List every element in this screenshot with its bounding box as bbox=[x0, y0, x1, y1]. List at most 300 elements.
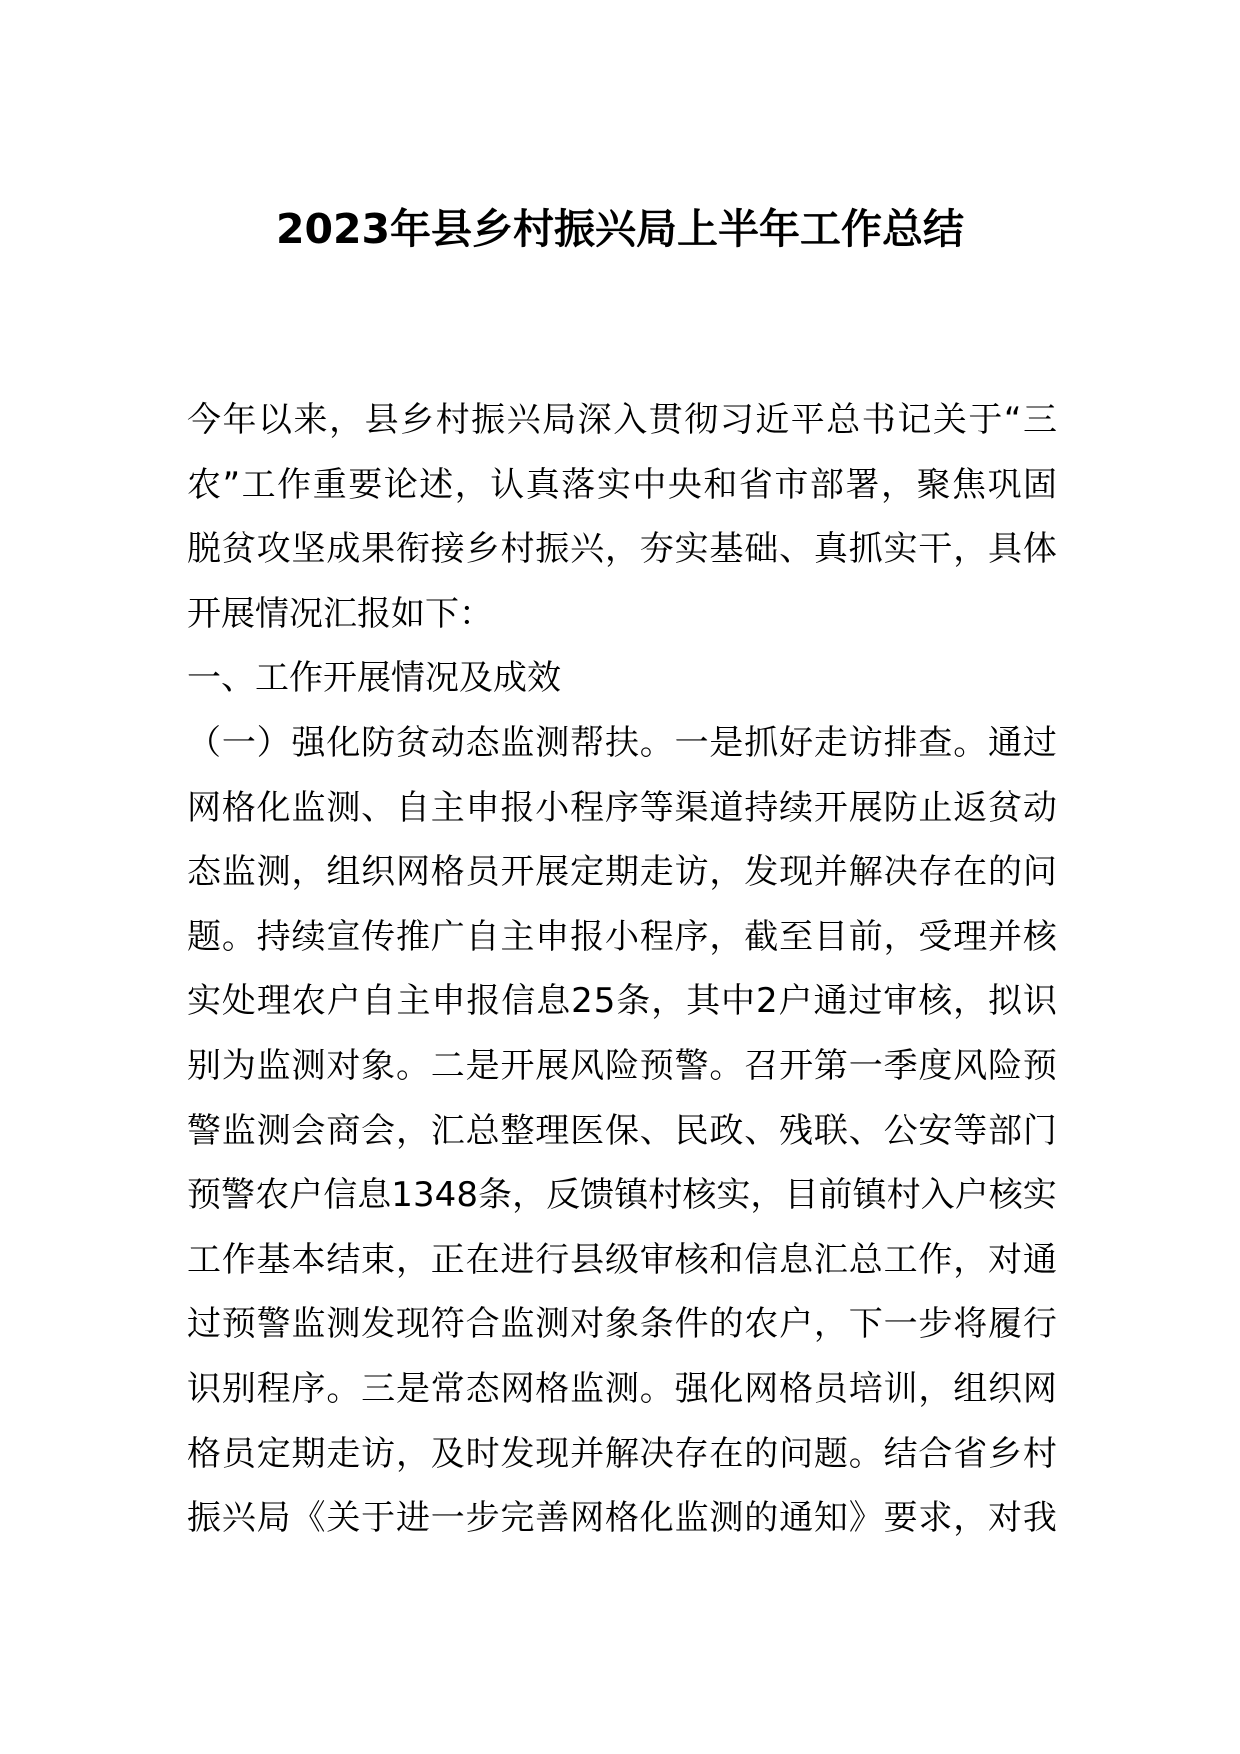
body-char: 贫 bbox=[221, 529, 256, 570]
body-char: 步 bbox=[918, 1304, 953, 1345]
body-char: 好 bbox=[779, 722, 814, 763]
body-char: 行 bbox=[1022, 1304, 1057, 1345]
body-char: 访 bbox=[848, 722, 883, 763]
body-char: 核 bbox=[1022, 916, 1057, 957]
body-char: 问 bbox=[1022, 852, 1057, 893]
body-char: 8 bbox=[456, 1175, 478, 1216]
body-char: 织 bbox=[988, 1368, 1023, 1409]
body-char: 。 bbox=[639, 722, 674, 763]
body-char: 求 bbox=[918, 1498, 953, 1539]
body-char: 理 bbox=[535, 1110, 570, 1151]
body-char: 村 bbox=[648, 1175, 683, 1216]
body-char: 解 bbox=[604, 1433, 639, 1474]
body-char: 走 bbox=[326, 1433, 361, 1474]
body-char: 真 bbox=[525, 464, 560, 505]
body-char: 通 bbox=[813, 981, 848, 1022]
body-char: 发 bbox=[744, 852, 779, 893]
body-char: 预 bbox=[639, 1045, 674, 1086]
body-char: 户 bbox=[779, 1304, 814, 1345]
body-char: 信 bbox=[744, 1239, 779, 1280]
body-char: 彻 bbox=[684, 400, 719, 440]
body-char: 员 bbox=[465, 852, 500, 893]
body-char: 总 bbox=[848, 1239, 883, 1280]
body-char: ， bbox=[709, 852, 744, 893]
body-char: 具 bbox=[988, 529, 1023, 570]
body-char: 并 bbox=[813, 852, 848, 893]
body-char: 中 bbox=[721, 981, 756, 1022]
body-char: 主 bbox=[430, 787, 465, 828]
body-char: 格 bbox=[187, 1433, 221, 1474]
body-char: 保 bbox=[604, 1110, 639, 1151]
body-char: 央 bbox=[667, 464, 702, 505]
body-char: 网 bbox=[1022, 1368, 1057, 1409]
body-char: 传 bbox=[361, 916, 396, 957]
body-char: 访 bbox=[361, 1433, 396, 1474]
body-char: 等 bbox=[953, 1110, 988, 1151]
body-char: 一 bbox=[883, 1304, 918, 1345]
body-char: 近 bbox=[755, 400, 790, 440]
body-char: 防 bbox=[361, 722, 396, 763]
body-char: 条 bbox=[478, 1175, 513, 1216]
body-char: 申 bbox=[431, 981, 466, 1022]
body-char: 监 bbox=[674, 1498, 709, 1539]
body-char: 组 bbox=[326, 852, 361, 893]
body-char: 村 bbox=[500, 529, 535, 570]
body-char: 季 bbox=[883, 1045, 918, 1086]
body-char: 序 bbox=[604, 787, 639, 828]
body-char: 员 bbox=[221, 1433, 256, 1474]
body-char: 善 bbox=[535, 1498, 570, 1539]
body-char: 监 bbox=[221, 1110, 256, 1151]
body-char: 核 bbox=[674, 1239, 709, 1280]
body-char: 监 bbox=[500, 722, 535, 763]
body-char: 处 bbox=[221, 981, 256, 1022]
body-line bbox=[187, 1034, 1057, 1099]
body-char: 时 bbox=[465, 1433, 500, 1474]
body-char: 抓 bbox=[848, 529, 883, 570]
body-char: 抓 bbox=[744, 722, 779, 763]
body-char: 识 bbox=[1022, 981, 1057, 1022]
body-char: 查 bbox=[918, 722, 953, 763]
body-char: 《 bbox=[291, 1498, 326, 1539]
body-char: 贫 bbox=[988, 787, 1023, 828]
body-char: 兴 bbox=[506, 400, 541, 440]
body-char: 的 bbox=[709, 1304, 744, 1345]
body-char: 习 bbox=[719, 400, 754, 440]
body-char: 题 bbox=[187, 916, 221, 957]
body-char: 风 bbox=[570, 1045, 605, 1086]
body-char: 总 bbox=[826, 400, 861, 440]
body-char: 宣 bbox=[326, 916, 361, 957]
body-char: 市 bbox=[774, 464, 809, 505]
body-char: 平 bbox=[790, 400, 825, 440]
body-char: 问 bbox=[779, 1433, 814, 1474]
body-char: 会 bbox=[361, 1110, 396, 1151]
body-char: 前 bbox=[818, 1175, 853, 1216]
body-char: 和 bbox=[709, 1239, 744, 1280]
body-char: 作 bbox=[918, 1239, 953, 1280]
body-char: 条 bbox=[639, 1304, 674, 1345]
body-char: 等 bbox=[639, 787, 674, 828]
body-char: 2 bbox=[571, 981, 593, 1022]
body-char: 合 bbox=[465, 1304, 500, 1345]
body-char: 会 bbox=[291, 1110, 326, 1151]
body-char: “ bbox=[1003, 400, 1022, 440]
body-char: 化 bbox=[326, 722, 361, 763]
body-char: 对 bbox=[570, 1304, 605, 1345]
body-char: 通 bbox=[1022, 1239, 1057, 1280]
body-char: ， bbox=[953, 529, 988, 570]
body-char: 。 bbox=[326, 1368, 361, 1409]
body-char: 联 bbox=[813, 1110, 848, 1151]
body-char: 三 bbox=[361, 1368, 396, 1409]
body-char: 省 bbox=[953, 1433, 988, 1474]
body-char: 展 bbox=[535, 1045, 570, 1086]
body-char: 3 bbox=[412, 1175, 435, 1216]
body-char: 入 bbox=[920, 1175, 955, 1216]
body-char: 农 bbox=[187, 464, 221, 505]
body-char: 于 bbox=[968, 400, 1003, 440]
body-char: 知 bbox=[813, 1498, 848, 1539]
body-char: 开 bbox=[500, 852, 535, 893]
body-char: 要 bbox=[883, 1498, 918, 1539]
body-char: 。 bbox=[221, 916, 256, 957]
body-char: 政 bbox=[709, 1110, 744, 1151]
body-char: 残 bbox=[779, 1110, 814, 1151]
body-char: 过 bbox=[187, 1304, 221, 1345]
body-char: 化 bbox=[709, 1368, 744, 1409]
body-char: 实 bbox=[716, 1175, 751, 1216]
body-char: 对 bbox=[326, 1045, 361, 1086]
body-char: 我 bbox=[1022, 1498, 1057, 1539]
body-char: 将 bbox=[953, 1304, 988, 1345]
body-char: 化 bbox=[256, 787, 291, 828]
body-char: 扶 bbox=[604, 722, 639, 763]
body-char: 组 bbox=[953, 1368, 988, 1409]
body-char: 在 bbox=[465, 1239, 500, 1280]
body-char: 兴 bbox=[221, 1498, 256, 1539]
body-char: 脱 bbox=[187, 529, 221, 570]
body-char: 在 bbox=[953, 852, 988, 893]
body-char: 符 bbox=[430, 1304, 465, 1345]
body-char: 广 bbox=[430, 916, 465, 957]
body-char: 工 bbox=[187, 1239, 221, 1280]
body-char: 署 bbox=[845, 464, 880, 505]
body-char: 干 bbox=[918, 529, 953, 570]
body-char: 落 bbox=[561, 464, 596, 505]
body-char: 及 bbox=[430, 1433, 465, 1474]
body-char: 核 bbox=[988, 1175, 1023, 1216]
body-char: 测 bbox=[256, 852, 291, 893]
body-char: 召 bbox=[744, 1045, 779, 1086]
body-char: 现 bbox=[535, 1433, 570, 1474]
document-body bbox=[187, 388, 1057, 1551]
body-char: 4 bbox=[434, 1175, 457, 1216]
body-char: 实 bbox=[883, 529, 918, 570]
body-char: 振 bbox=[187, 1498, 221, 1539]
body-char: 接 bbox=[430, 529, 465, 570]
body-char: 。 bbox=[848, 1433, 883, 1474]
body-char: 农 bbox=[744, 1304, 779, 1345]
body-char: 馈 bbox=[580, 1175, 615, 1216]
body-char: 乡 bbox=[988, 1433, 1023, 1474]
body-char: 险 bbox=[988, 1045, 1023, 1086]
body-char: 警 bbox=[187, 1110, 221, 1151]
body-char: 重 bbox=[312, 464, 347, 505]
body-char: 格 bbox=[535, 1368, 570, 1409]
body-char: 推 bbox=[395, 916, 430, 957]
body-char: 村 bbox=[1022, 1433, 1057, 1474]
body-char: 、 bbox=[639, 1110, 674, 1151]
body-line bbox=[187, 1099, 1057, 1164]
body-char: 报 bbox=[466, 981, 501, 1022]
body-char: 束 bbox=[361, 1239, 396, 1280]
body-char: 审 bbox=[639, 1239, 674, 1280]
body-char: 户 bbox=[778, 981, 813, 1022]
body-char: ， bbox=[953, 1498, 988, 1539]
body-char: 础 bbox=[744, 529, 779, 570]
body-char: 信 bbox=[323, 1175, 358, 1216]
body-char: 警 bbox=[256, 1304, 291, 1345]
body-char: 期 bbox=[604, 852, 639, 893]
body-char: 发 bbox=[361, 1304, 396, 1345]
body-char: 成 bbox=[326, 529, 361, 570]
body-char: 深 bbox=[577, 400, 612, 440]
body-char: 、 bbox=[361, 787, 396, 828]
body-char: 基 bbox=[256, 1239, 291, 1280]
body-char: 道 bbox=[709, 787, 744, 828]
body-char: 小 bbox=[604, 916, 639, 957]
body-char: 是 bbox=[465, 1045, 500, 1086]
body-char: 监 bbox=[570, 1368, 605, 1409]
body-char: 别 bbox=[187, 1045, 221, 1086]
body-char: ， bbox=[918, 1368, 953, 1409]
body-char: 测 bbox=[604, 1368, 639, 1409]
body-line bbox=[187, 1228, 1057, 1293]
body-char: ， bbox=[395, 1239, 430, 1280]
body-char: 发 bbox=[500, 1433, 535, 1474]
body-line bbox=[187, 582, 1057, 647]
body-char: 振 bbox=[471, 400, 506, 440]
body-char: 攻 bbox=[256, 529, 291, 570]
body-char: 、 bbox=[744, 1110, 779, 1151]
body-char: 格 bbox=[604, 1498, 639, 1539]
body-char: 是 bbox=[395, 1368, 430, 1409]
body-char: 警 bbox=[221, 1175, 256, 1216]
body-line bbox=[187, 905, 1057, 970]
body-char: ， bbox=[395, 1110, 430, 1151]
body-char: 实 bbox=[187, 981, 221, 1022]
body-char: 进 bbox=[500, 1239, 535, 1280]
body-char: 现 bbox=[779, 852, 814, 893]
body-char: 乡 bbox=[465, 529, 500, 570]
body-char: 监 bbox=[291, 1304, 326, 1345]
body-char: 持 bbox=[744, 787, 779, 828]
body-char: 排 bbox=[883, 722, 918, 763]
body-char: 持 bbox=[256, 916, 291, 957]
body-char: 一 bbox=[221, 722, 256, 763]
body-char: 申 bbox=[535, 916, 570, 957]
body-char: 识 bbox=[187, 1368, 221, 1409]
body-char: 工 bbox=[241, 464, 276, 505]
body-char: 截 bbox=[744, 916, 779, 957]
body-char: 。 bbox=[395, 1045, 430, 1086]
body-char: 县 bbox=[364, 400, 399, 440]
body-line bbox=[187, 1163, 1057, 1228]
body-char: 夯 bbox=[639, 529, 674, 570]
body-char: 为 bbox=[221, 1045, 256, 1086]
body-char: 局 bbox=[256, 1498, 291, 1539]
body-char: 象 bbox=[604, 1304, 639, 1345]
body-char: 和 bbox=[703, 464, 738, 505]
body-char: 贯 bbox=[648, 400, 683, 440]
body-line bbox=[187, 453, 1057, 518]
body-char: 正 bbox=[430, 1239, 465, 1280]
body-char: 开 bbox=[500, 1045, 535, 1086]
body-char: 今 bbox=[187, 400, 221, 440]
body-char: 》 bbox=[848, 1498, 883, 1539]
body-char: 格 bbox=[221, 787, 256, 828]
body-char: 并 bbox=[988, 916, 1023, 957]
body-char: 自 bbox=[465, 916, 500, 957]
body-char: 入 bbox=[613, 400, 648, 440]
body-char: 自 bbox=[361, 981, 396, 1022]
body-char: 测 bbox=[326, 1304, 361, 1345]
body-char: 动 bbox=[1022, 787, 1057, 828]
body-line bbox=[187, 1357, 1057, 1422]
body-char: 行 bbox=[535, 1239, 570, 1280]
body-char: 。 bbox=[639, 1368, 674, 1409]
body-char: 2 bbox=[755, 981, 778, 1022]
body-char: 监 bbox=[291, 787, 326, 828]
body-char: 动 bbox=[430, 722, 465, 763]
body-char: 巩 bbox=[987, 464, 1022, 505]
body-char: 实 bbox=[596, 464, 631, 505]
body-char: 户 bbox=[289, 1175, 324, 1216]
body-char: 核 bbox=[918, 981, 953, 1022]
body-char: 书 bbox=[861, 400, 896, 440]
body-char: 衔 bbox=[395, 529, 430, 570]
body-char: 履 bbox=[988, 1304, 1023, 1345]
body-char: 帮 bbox=[570, 722, 605, 763]
body-char: 态 bbox=[465, 1368, 500, 1409]
body-char: 公 bbox=[883, 1110, 918, 1151]
body-char: 固 bbox=[1023, 464, 1057, 505]
body-line bbox=[187, 776, 1057, 841]
body-char: 。 bbox=[953, 722, 988, 763]
body-char: 止 bbox=[918, 787, 953, 828]
body-char: 户 bbox=[326, 981, 361, 1022]
body-char: 县 bbox=[570, 1239, 605, 1280]
body-char: 镇 bbox=[614, 1175, 649, 1216]
body-char: 返 bbox=[953, 787, 988, 828]
body-char: 测 bbox=[256, 1110, 291, 1151]
body-char: 走 bbox=[813, 722, 848, 763]
body-char: ， bbox=[651, 981, 686, 1022]
body-char: 决 bbox=[639, 1433, 674, 1474]
body-char: 结 bbox=[326, 1239, 361, 1280]
body-char: 存 bbox=[918, 852, 953, 893]
body-char: 兴 bbox=[570, 529, 605, 570]
body-line-text: 一、工作开展情况及成效 bbox=[187, 658, 561, 699]
body-char: 预 bbox=[221, 1304, 256, 1345]
body-line-text: 开展情况汇报如下： bbox=[187, 593, 493, 634]
body-char: 测 bbox=[291, 1045, 326, 1086]
body-char: 员 bbox=[813, 1368, 848, 1409]
body-char: 一 bbox=[674, 722, 709, 763]
body-char: 中 bbox=[632, 464, 667, 505]
body-char: 网 bbox=[395, 852, 430, 893]
body-char: ， bbox=[953, 981, 988, 1022]
body-char: 息 bbox=[536, 981, 571, 1022]
body-char: 作 bbox=[277, 464, 312, 505]
body-line bbox=[187, 388, 1057, 453]
body-char: ， bbox=[454, 464, 489, 505]
body-char: 、 bbox=[848, 1110, 883, 1151]
body-char: 其 bbox=[686, 981, 721, 1022]
body-char: 前 bbox=[848, 916, 883, 957]
body-char: 主 bbox=[396, 981, 431, 1022]
body-char: 以 bbox=[258, 400, 293, 440]
body-char: 程 bbox=[570, 787, 605, 828]
body-char: 态 bbox=[187, 852, 221, 893]
body-char: 网 bbox=[500, 1368, 535, 1409]
body-char: 象 bbox=[361, 1045, 396, 1086]
body-char: 三 bbox=[1023, 400, 1057, 440]
body-char: 论 bbox=[383, 464, 418, 505]
body-char: 目 bbox=[813, 916, 848, 957]
body-char: 作 bbox=[221, 1239, 256, 1280]
body-char: 工 bbox=[883, 1239, 918, 1280]
body-char: 年 bbox=[222, 400, 257, 440]
body-char: 通 bbox=[779, 1498, 814, 1539]
body-char: 审 bbox=[883, 981, 918, 1022]
body-char: 息 bbox=[357, 1175, 392, 1216]
body-char: ” bbox=[222, 464, 241, 505]
body-char: 的 bbox=[744, 1498, 779, 1539]
body-char: 关 bbox=[326, 1498, 361, 1539]
body-char: 过 bbox=[848, 981, 883, 1022]
body-char: 镇 bbox=[852, 1175, 887, 1216]
body-char: 在 bbox=[709, 1433, 744, 1474]
body-line bbox=[187, 711, 1057, 776]
body-char: 的 bbox=[744, 1433, 779, 1474]
body-char: 理 bbox=[256, 981, 291, 1022]
body-char: 部 bbox=[988, 1110, 1023, 1151]
body-char: 实 bbox=[674, 529, 709, 570]
body-char: 。 bbox=[709, 1045, 744, 1086]
body-char: 训 bbox=[883, 1368, 918, 1409]
body-char: 程 bbox=[256, 1368, 291, 1409]
body-char: 险 bbox=[604, 1045, 639, 1086]
body-char: 村 bbox=[886, 1175, 921, 1216]
body-char: 信 bbox=[501, 981, 536, 1022]
body-char: 商 bbox=[326, 1110, 361, 1151]
body-char: 续 bbox=[291, 916, 326, 957]
body-char: 至 bbox=[779, 916, 814, 957]
body-char: 要 bbox=[348, 464, 383, 505]
body-char: 主 bbox=[500, 916, 535, 957]
body-char: ， bbox=[291, 852, 326, 893]
body-char: 关 bbox=[932, 400, 967, 440]
body-char: 条 bbox=[616, 981, 651, 1022]
body-char: 强 bbox=[291, 722, 326, 763]
body-char: 振 bbox=[535, 529, 570, 570]
body-char: 实 bbox=[1022, 1175, 1057, 1216]
body-char: 5 bbox=[593, 981, 616, 1022]
body-char: 体 bbox=[1022, 529, 1057, 570]
body-char: 认 bbox=[490, 464, 525, 505]
